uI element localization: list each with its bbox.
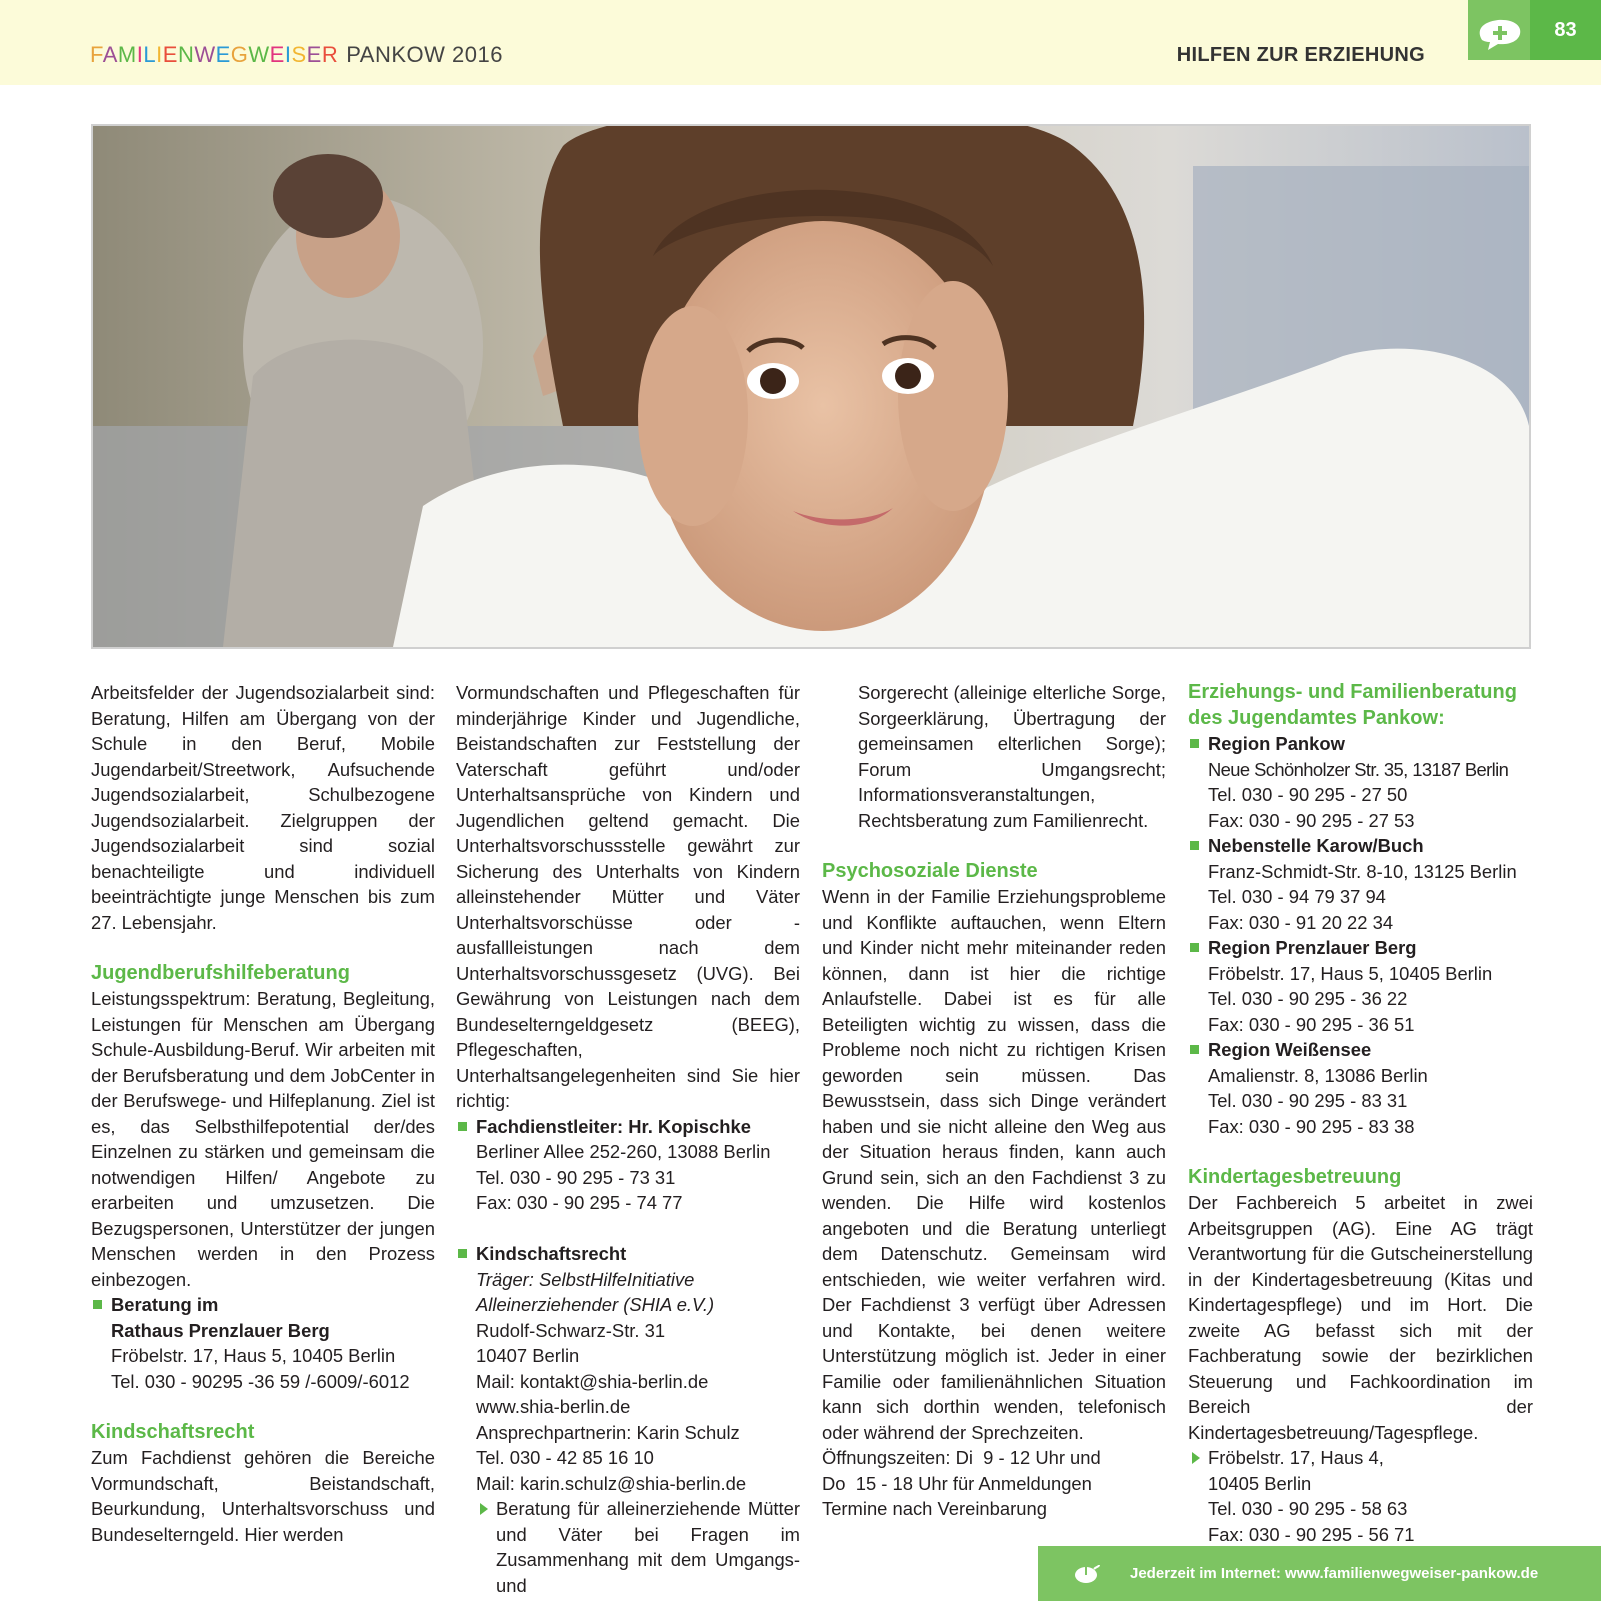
heading-kindertagesbetreuung: Kindertagesbetreuung	[1188, 1165, 1402, 1188]
brand-letter: I	[136, 42, 144, 67]
brand-letter: M	[117, 42, 137, 67]
contact-city: 10407 Berlin	[476, 1345, 580, 1366]
contact-phone: Tel. 030 - 90 295 - 58 63	[1208, 1498, 1408, 1519]
region-name: Region Weißensee	[1208, 1039, 1372, 1060]
region-fax: Fax: 030 - 90 295 - 27 53	[1208, 809, 1415, 831]
bullet-square-icon	[1190, 739, 1199, 748]
contact-phone: Tel. 030 - 90 295 - 73 31	[476, 1166, 676, 1188]
contact-email[interactable]: Mail: kontakt@shia-berlin.de	[476, 1370, 709, 1392]
bullet-square-icon	[93, 1300, 102, 1309]
brand-wordmark	[90, 42, 338, 67]
region-name: Region Pankow	[1208, 733, 1345, 754]
region-phone: Tel. 030 - 90 295 - 36 22	[1208, 988, 1408, 1009]
contact-title-line2: Rathaus Prenzlauer Berg	[111, 1319, 330, 1341]
brand-letter: E	[306, 42, 322, 67]
contact-kita	[1188, 1445, 1533, 1547]
region-address: Amalienstr. 8, 13086 Berlin	[1208, 1064, 1428, 1086]
brand-letter: E	[215, 42, 231, 67]
kindertagesbetreuung-text: Der Fachbereich 5 arbeitet in zwei Arbeitsgruppen (AG). Eine AG trägt Verantwortung für die Gutscheinerstellung in der Kindertagesbetreuung (Kitas und Kindertagespflege) und im Hort. Die zweite AG befasst sich mit der Fachberatung sowie der bezirklichen Steuerung und Fachkoordination im Bereich der Kindertagesbetreuung/Tagespflege.	[1188, 1192, 1533, 1443]
brand-letter: W	[248, 42, 270, 67]
vormundschaften-text: Vormundschaften und Pflegeschaften für minderjährige Kinder und Jugendliche, Beistandschaften zur Feststellung der Vaterschaft geführt und/oder Unterhaltsansprüche von Kindern und Jugendlichen geltend gemacht. Die Unterhaltsvorschussstelle gewährt zur Sicherung des Unterhalts von Kindern alleinstehender Mütter und Väter Unterhaltsvorschüsse oder -ausfallleistungen nach dem Unterhaltsvorschussgesetz (UVG). Bei Gewährung von Leistungen nach dem Bundeselterngeldgesetz (BEEG), Pflegeschaften, Unterhaltsangelegenheiten sind Sie hier richtig:	[456, 682, 800, 1111]
opening-hours-1: Öffnungszeiten: Di 9 - 12 Uhr und	[822, 1447, 1101, 1468]
brand-letter: W	[194, 42, 216, 67]
brand-letter: I	[284, 42, 292, 67]
sorgerecht-text: Sorgerecht (alleinige elterliche Sorge, Sorgeerklärung, Übertragung der gemeinsamen elterlichen Sorge); Forum Umgangsrecht; Informationsveranstaltungen, Rechtsberatung zum Familienrecht.	[858, 682, 1166, 831]
brand-subtitle: PANKOW 2016	[346, 42, 503, 67]
opening-hours-3: Termine nach Vereinbarung	[822, 1498, 1047, 1519]
region-fax: Fax: 030 - 90 295 - 83 38	[1208, 1115, 1415, 1137]
contact-title: Kindschaftsrecht	[476, 1243, 627, 1264]
contact-phone: Tel. 030 - 90295 -36 59 /-6009/-6012	[111, 1370, 410, 1392]
footer-bar	[1038, 1546, 1601, 1601]
brand-letter: G	[230, 42, 249, 67]
contact-city: 10405 Berlin	[1208, 1472, 1312, 1494]
region-address: Fröbelstr. 17, Haus 5, 10405 Berlin	[1208, 962, 1493, 984]
contact-title: Beratung im	[111, 1294, 219, 1315]
contact-address: Berliner Allee 252-260, 13088 Berlin	[476, 1141, 771, 1162]
bullet-square-icon	[1190, 841, 1199, 850]
sub-item-text: Beratung für alleinerziehende Mütter und Väter bei Fragen im Zusammenhang mit dem Umgangs- und	[496, 1498, 800, 1596]
section-icon-tab	[1468, 0, 1530, 60]
contact-title: Fachdienstleiter: Hr. Kopischke	[476, 1115, 751, 1137]
brand-letter: I	[156, 42, 163, 67]
triangle-bullet-icon	[480, 1503, 488, 1515]
contact-person: Ansprechpartnerin: Karin Schulz	[476, 1421, 740, 1443]
section-title: HILFEN ZUR ERZIEHUNG	[1176, 44, 1425, 66]
triangle-bullet-icon	[1192, 1452, 1200, 1464]
brand-letter: S	[291, 42, 307, 67]
contact-phone: Tel. 030 - 42 85 16 10	[476, 1447, 654, 1468]
sub-item-beratung	[476, 1496, 800, 1598]
contact-kindschaftsrecht-shia	[456, 1241, 800, 1598]
jugendsozialarbeit-text: Arbeitsfelder der Jugendsozialarbeit sind: Beratung, Hilfen am Übergang von der Schule in den Beruf, Mobile Jugendarbeit/Streetwork, Aufsuchende Jugendsozialarbeit, Schulbezogene Jugendsozialarbeit. Zielgruppen der Jugendsozialarbeit sind sozial benachteiligte und individuell beeinträchtigte junge Menschen bis zum 27. Lebensjahr.	[91, 682, 435, 933]
heading-kindschaftsrecht: Kindschaftsrecht	[91, 1420, 255, 1443]
column-1	[91, 680, 435, 1547]
bullet-square-icon	[458, 1122, 467, 1131]
region-name: Region Prenzlauer Berg	[1208, 937, 1417, 958]
region-item	[1188, 833, 1533, 935]
hero-photo	[91, 124, 1531, 649]
brand-letter: F	[90, 42, 103, 67]
brand-letter: N	[177, 42, 195, 67]
region-address: Neue Schönholzer Str. 35, 13187 Berlin	[1208, 758, 1509, 780]
brand-letter: A	[102, 42, 118, 67]
mouse-icon	[1074, 1564, 1100, 1584]
brand-letter: R	[321, 42, 339, 67]
region-phone: Tel. 030 - 90 295 - 83 31	[1208, 1090, 1408, 1111]
bullet-square-icon	[1190, 1045, 1199, 1054]
brand-letter: E	[162, 42, 178, 67]
opening-hours-2: Do 15 - 18 Uhr für Anmeldungen	[822, 1472, 1092, 1494]
region-item	[1188, 935, 1533, 1037]
contact-traeger: Träger: SelbstHilfeInitiative	[476, 1268, 695, 1290]
region-fax: Fax: 030 - 91 20 22 34	[1208, 911, 1394, 933]
region-address: Franz-Schmidt-Str. 8-10, 13125 Berlin	[1208, 860, 1517, 882]
region-list	[1188, 731, 1533, 1139]
contact-address: Fröbelstr. 17, Haus 4,	[1208, 1447, 1384, 1468]
region-item	[1188, 731, 1533, 833]
brand-letter: E	[269, 42, 285, 67]
column-4	[1188, 680, 1533, 1547]
girl-covering-ears-photo	[93, 126, 1529, 647]
heading-psychosoziale-dienste: Psychosoziale Dienste	[822, 859, 1038, 882]
contact-fax: Fax: 030 - 90 295 - 56 71	[1208, 1523, 1415, 1545]
kindschaftsrecht-text: Zum Fachdienst gehören die Bereiche Vormundschaft, Beistandschaft, Beurkundung, Unterhaltsvorschuss und Bundeselterngeld. Hier werden	[91, 1447, 435, 1545]
region-phone: Tel. 030 - 94 79 37 94	[1208, 886, 1386, 907]
speech-bubble-plus-icon	[1468, 0, 1530, 60]
jugendberufshilfe-text: Leistungsspektrum: Beratung, Begleitung, Leistungen für Menschen am Übergang Schule-Ausbildung-Beruf. Wir arbeiten mit der Berufsberatung und dem JobCenter in der Berufswege- und Hilfeplanung. Ziel ist es, das Selbsthilfepotential der/des Einzelnen zu stärken und gemeinsam die notwendigen Hilfen/ Angebote zu erarbeiten und umzusetzen. Die Bezugspersonen, Unterstützer der jungen Menschen werden in den Prozess einbezogen.	[91, 988, 435, 1290]
contact-traeger-line2: Alleinerziehender (SHIA e.V.)	[476, 1294, 715, 1315]
column-2	[456, 680, 800, 1598]
contact-website[interactable]: www.shia-berlin.de	[476, 1396, 631, 1417]
heading-erziehungsberatung: Erziehungs- und Familienberatung des Jugendamtes Pankow:	[1188, 681, 1517, 729]
region-name: Nebenstelle Karow/Buch	[1208, 835, 1424, 856]
page-number: 83	[1530, 0, 1601, 60]
psychosoziale-text: Wenn in der Familie Erziehungsprobleme und Konflikte auftauchen, wenn Eltern und Kinder nicht mehr miteinander reden können, dann ist hier die richtige Anlaufstelle. Dabei ist es für alle Beteiligten wichtig zu wissen, dass die Probleme noch nicht zu richtigen Krisen geworden sein müssen. Das Bewusstsein, dass sich Dinge verändert haben und sie nicht alleine den Weg aus der Situation heraus finden, kann auch Grund sein, sich an den Fachdienst 3 zu wenden. Die Hilfe wird kostenlos angeboten und die Beratung unterliegt dem Datenschutz. Gemeinsam wird entschieden, wie weiter verfahren wird. Der Fachdienst 3 verfügt über Adressen und Kontakte, bei denen weitere Unterstützung möglich ist. Jeder in einer Familie oder familienähnlichen Situation kann sich dorthin wenden, telefonisch oder während der Sprechzeiten.	[822, 886, 1166, 1443]
contact-fax: Fax: 030 - 90 295 - 74 77	[476, 1192, 683, 1213]
region-phone: Tel. 030 - 90 295 - 27 50	[1208, 784, 1408, 805]
brand-letter: L	[143, 42, 157, 67]
contact-rathaus-prenzlauer-berg	[91, 1292, 435, 1394]
brand-title	[90, 42, 503, 68]
contact-email-2[interactable]: Mail: karin.schulz@shia-berlin.de	[476, 1472, 747, 1494]
column-3	[822, 680, 1166, 1522]
contact-street: Rudolf-Schwarz-Str. 31	[476, 1319, 666, 1341]
footer-website-text[interactable]: Jederzeit im Internet: www.familienwegweiser-pankow.de	[1130, 1565, 1539, 1582]
heading-jugendberufshilfeberatung: Jugendberufshilfeberatung	[91, 961, 350, 984]
region-fax: Fax: 030 - 90 295 - 36 51	[1208, 1013, 1415, 1035]
contact-fachdienstleiter	[456, 1114, 800, 1216]
contact-address: Fröbelstr. 17, Haus 5, 10405 Berlin	[111, 1345, 396, 1366]
bullet-square-icon	[458, 1249, 467, 1258]
bullet-square-icon	[1190, 943, 1199, 952]
region-item	[1188, 1037, 1533, 1139]
